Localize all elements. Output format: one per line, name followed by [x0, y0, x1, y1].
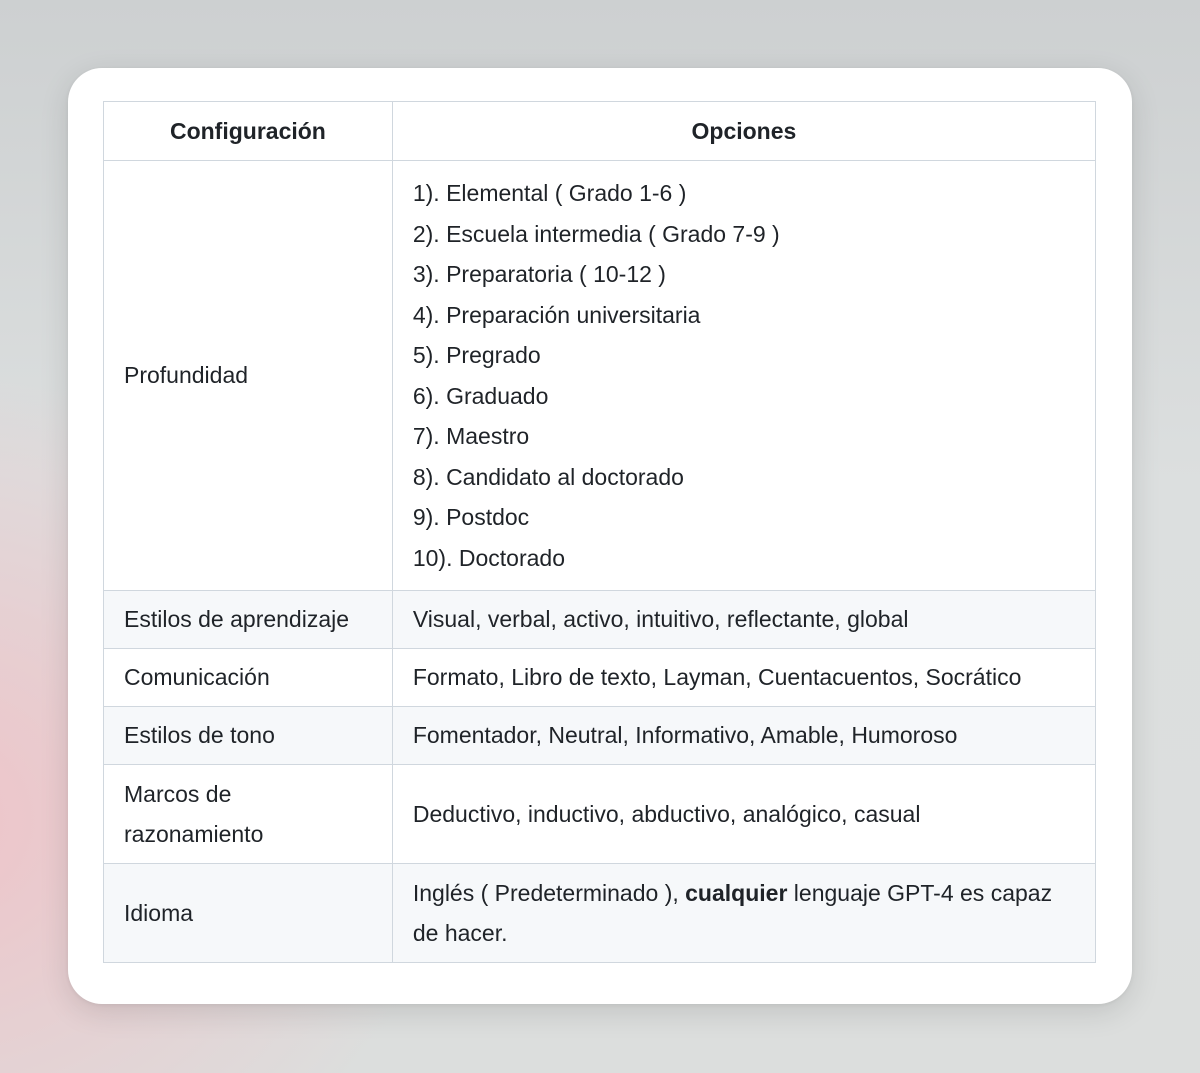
options-cell: Deductivo, inductivo, abductivo, analógico, casual [392, 765, 1095, 864]
options-text-bold: cualquier [685, 879, 788, 906]
option-item: 9). Postdoc [412, 504, 530, 530]
setting-cell: Estilos de aprendizaje [104, 591, 393, 649]
table-row [104, 161, 1096, 591]
options-cell [392, 864, 1095, 963]
content-card [68, 68, 1132, 1004]
setting-cell: Estilos de tono [104, 707, 393, 765]
option-item: 5). Pregrado [412, 342, 541, 368]
option-item: 2). Escuela intermedia ( Grado 7-9 ) [412, 220, 780, 247]
table-row [104, 707, 1096, 765]
settings-table [103, 101, 1096, 963]
options-text-before: Inglés ( Predeterminado ), [412, 879, 686, 906]
table-row [104, 591, 1096, 649]
header-configuracion: Configuración [104, 102, 393, 161]
setting-cell: Idioma [104, 864, 393, 963]
setting-cell: Profundidad [104, 161, 393, 591]
header-opciones: Opciones [392, 102, 1095, 161]
option-item: 1). Elemental ( Grado 1-6 ) [412, 180, 687, 206]
option-item: 8). Candidato al doctorado [412, 463, 684, 490]
table-row [104, 649, 1096, 707]
options-cell: Formato, Libro de texto, Layman, Cuentacuentos, Socrático [392, 649, 1095, 707]
options-text-after: lenguaje GPT-4 es capaz de hacer. [412, 879, 1053, 946]
setting-cell: Marcos de razonamiento [104, 765, 393, 864]
option-item: 3). Preparatoria ( 10-12 ) [412, 261, 666, 287]
option-item: 7). Maestro [412, 423, 530, 449]
option-item: 4). Preparación universitaria [412, 301, 701, 328]
table-header-row [104, 102, 1096, 161]
options-cell: Visual, verbal, activo, intuitivo, reflectante, global [392, 591, 1095, 649]
table-row [104, 864, 1096, 963]
options-cell [392, 161, 1095, 591]
options-cell: Fomentador, Neutral, Informativo, Amable, Humoroso [392, 707, 1095, 765]
option-item: 6). Graduado [412, 382, 549, 409]
option-item: 10). Doctorado [412, 544, 565, 571]
setting-cell: Comunicación [104, 649, 393, 707]
table-row [104, 765, 1096, 864]
